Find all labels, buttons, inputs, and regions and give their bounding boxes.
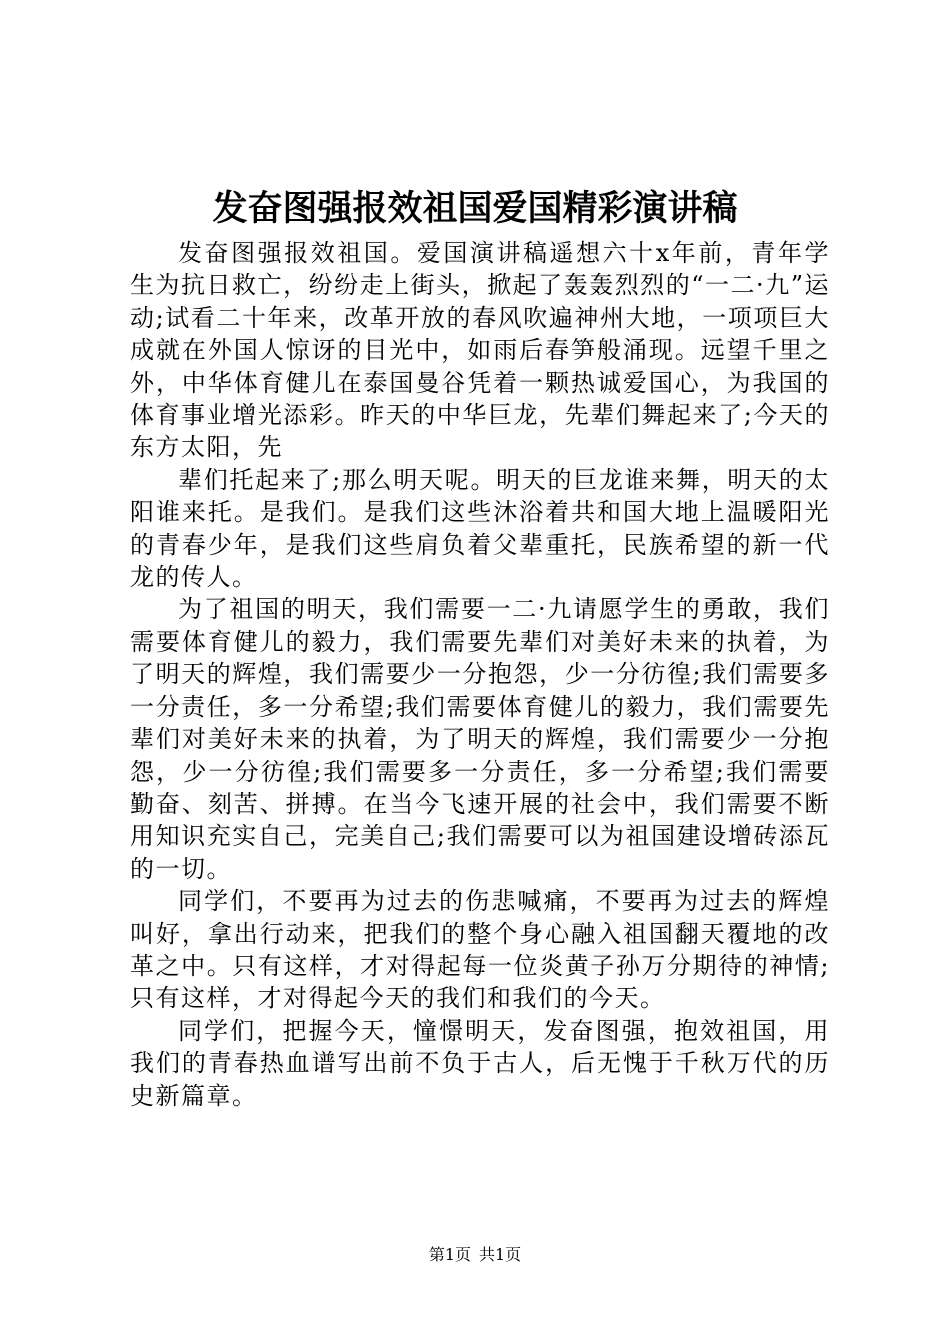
paragraph-3: 为了祖国的明天，我们需要一二·九请愿学生的勇敢，我们需要体育健儿的毅力，我们需要先辈们对美好未来的执着，为了明天的辉煌，我们需要少一分抱怨，少一分彷徨;我们需要多一分责任，多一分希望;我们需要体育健儿的毅力，我们需要先辈们对美好未来的执着，为了明天的辉煌，我们需要少一分抱怨，少一分彷徨;我们需要多一分责任，多一分希望;我们需要勤奋、刻苦、拼搏。在当今飞速开展的社会中，我们需要不断用知识充实自己，完美自己;我们需要可以为祖国建设增砖添瓦的一切。 [130, 595, 830, 883]
page-number: 第1页 [428, 1245, 471, 1264]
page-footer [0, 1244, 950, 1266]
paragraph-4: 同学们，不要再为过去的伤悲喊痛，不要再为过去的辉煌叫好，拿出行动来，把我们的整个身心融入祖国翻天覆地的改革之中。只有这样，才对得起每一位炎黄子孙万分期待的神情;只有这样，才对得起今天的我们和我们的今天。 [130, 887, 830, 1013]
paragraph-1: 发奋图强报效祖国。爱国演讲稿遥想六十x年前，青年学生为抗日救亡，纷纷走上街头，掀起了轰轰烈烈的“一二·九”运动;试看二十年来，改革开放的春风吹遍神州大地，一项项巨大成就在外国人惊讶的目光中，如雨后春笋般涌现。远望千里之外，中华体育健儿在泰国曼谷凭着一颗热诚爱国心，为我国的体育事业增光添彩。昨天的中华巨龙，先辈们舞起来了;今天的东方太阳，先 [130, 239, 830, 462]
paragraph-5: 同学们，把握今天，憧憬明天，发奋图强，抱效祖国，用我们的青春热血谱写出前不负于古人，后无愧于千秋万代的历史新篇章。 [130, 1016, 830, 1110]
document-body [130, 237, 830, 1112]
paragraph-2: 辈们托起来了;那么明天呢。明天的巨龙谁来舞，明天的太阳谁来托。是我们。是我们这些沐浴着共和国大地上温暖阳光的青春少年，是我们这些肩负着父辈重托，民族希望的新一代龙的传人。 [130, 465, 830, 592]
page-total: 共1页 [479, 1245, 522, 1264]
document-title: 发奋图强报效祖国爱国精彩演讲稿 [212, 188, 738, 229]
